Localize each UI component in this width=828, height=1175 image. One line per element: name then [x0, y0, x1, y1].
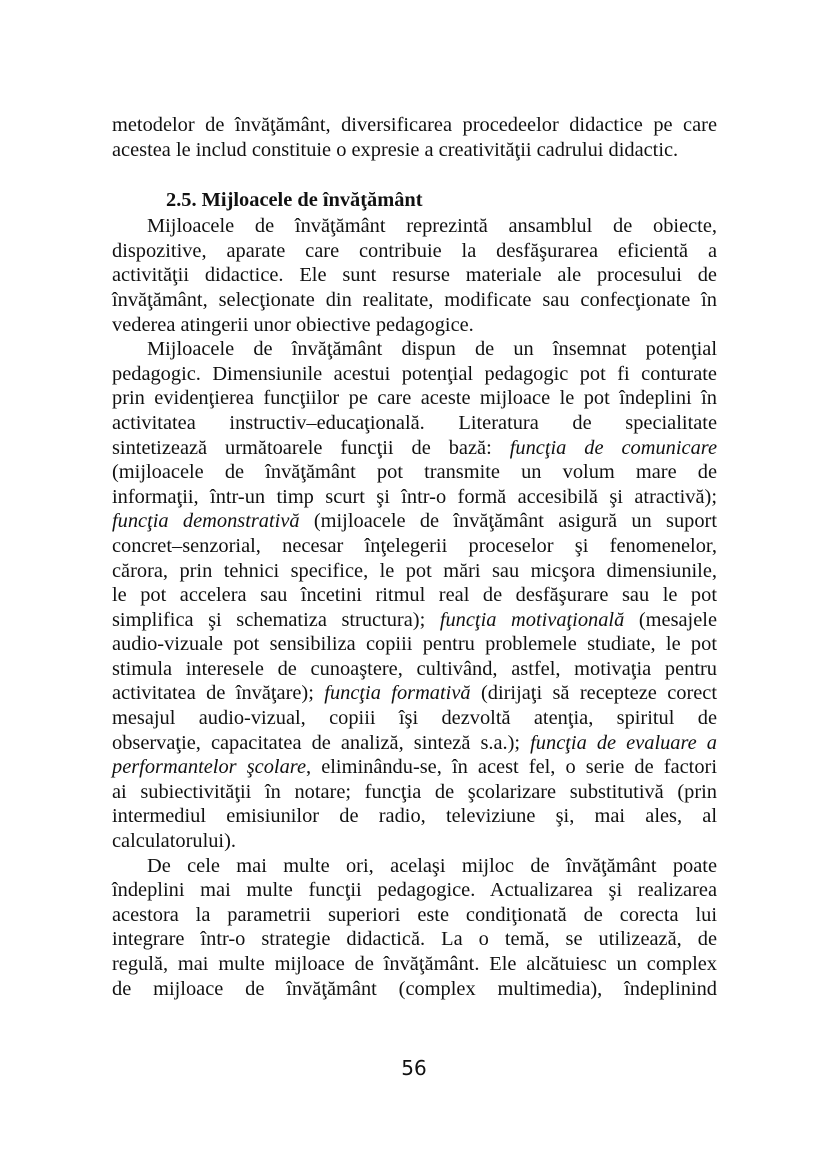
- paragraph-definition: [112, 214, 717, 337]
- text-run: sintetizează următoarele funcţii de bază:: [112, 436, 510, 459]
- text-line: De cele mai multe ori, acelaşi mijloc de învăţământ poate: [147, 854, 717, 877]
- text-line: activităţii didactice. Ele sunt resurse materiale ale procesului de: [112, 264, 717, 287]
- text-run: observaţie, capacitatea de analiză, sinteză s.a.);: [112, 731, 531, 754]
- text-line: acestea le includ constituie o expresie a creativităţii cadrului didactic.: [112, 138, 679, 161]
- text-line: acestora la parametrii superiori este condiţionată de corecta lui: [112, 903, 717, 926]
- italic-term: funcţia de comunicare: [509, 436, 718, 459]
- text-line: [112, 681, 717, 706]
- text-line: [112, 436, 717, 461]
- text-line: ai subiectivităţii în notare; funcţia de şcolarizare substitutivă (prin: [112, 780, 717, 803]
- text-line: Mijloacele de învăţământ dispun de un însemnat potenţial: [147, 338, 717, 361]
- text-run: simplifica şi schematiza structura);: [112, 608, 440, 631]
- text-line: mesajul audio-vizual, copiii îşi dezvoltă atenţia, spiritul de: [112, 707, 717, 730]
- text-line: învăţământ, selecţionate din realitate, modificate sau confecţionate în: [112, 288, 717, 311]
- text-line: audio-vizuale pot sensibiliza copiii pentru problemele studiate, le pot: [112, 633, 717, 656]
- intro-paragraph: [112, 113, 717, 162]
- text-line: regulă, mai multe mijloace de învăţământ. Ele alcătuiesc un complex: [112, 953, 717, 975]
- page-body: [112, 113, 717, 1001]
- text-run: activitatea de învăţare);: [112, 682, 325, 705]
- page-number: 56: [401, 1056, 427, 1080]
- text-line: [112, 755, 717, 780]
- italic-term: funcţia motivaţională: [439, 608, 625, 631]
- text-line: Mijloacele de învăţământ reprezintă ansamblul de obiecte,: [147, 215, 717, 238]
- text-line: (mijloacele de învăţământ pot transmite un volum mare de: [112, 461, 717, 484]
- text-line: le pot accelera sau încetini ritmul real de desfăşurare sau le pot: [112, 584, 717, 607]
- text-line: de mijloace de învăţământ (complex multimedia), îndeplinind: [112, 977, 717, 1000]
- text-line: dispozitive, aparate care contribuie la desfăşurarea eficientă a: [112, 239, 717, 262]
- text-line: vederea atingerii unor obiective pedagogice.: [112, 313, 474, 336]
- text-line: pedagogic. Dimensiunile acestui potenţial pedagogic pot fi conturate: [112, 362, 717, 385]
- italic-term: funcţia demonstrativă: [112, 510, 300, 533]
- text-line: metodelor de învăţământ, diversificarea procedeelor didactice pe care: [112, 114, 717, 136]
- italic-term: funcţia de evaluare a: [530, 731, 717, 754]
- text-line: intermediul emisiunilor de radio, televiziune şi, mai ales, al: [112, 805, 717, 828]
- paragraph-functions: [112, 337, 717, 853]
- text-line: activitatea instructiv–educaţională. Literatura de specialitate: [112, 411, 717, 434]
- text-line: stimula interesele de cunoaştere, cultivând, astfel, motivaţia pentru: [112, 657, 717, 680]
- text-line: [112, 608, 717, 633]
- paragraph-complex: [112, 854, 717, 1002]
- text-line: informaţii, într-un timp scurt şi într-o formă accesibilă şi atractivă);: [112, 485, 717, 508]
- text-line: îndeplini mai multe funcţii pedagogice. Actualizarea şi realizarea: [112, 879, 717, 902]
- section-heading: 2.5. Mijloacele de învăţământ: [166, 189, 423, 212]
- text-line: integrare într-o strategie didactică. La o temă, se utilizează, de: [112, 928, 717, 951]
- italic-term: performantelor şcolare: [112, 756, 306, 779]
- italic-term: funcţia formativă: [324, 682, 471, 705]
- text-run: , eliminându-se, în acest fel, o serie de factori: [306, 756, 717, 779]
- text-run: (mijloacele de învăţământ asigură un suport: [299, 510, 717, 533]
- text-line: cărora, prin tehnici specifice, le pot mări sau micşora dimensiunile,: [112, 559, 717, 582]
- text-run: (mesajele: [624, 608, 717, 631]
- text-line: [112, 731, 717, 756]
- text-line: calculatorului).: [112, 830, 236, 853]
- text-run: (dirijaţi să recepteze corect: [470, 682, 717, 705]
- text-line: prin evidenţierea funcţiilor pe care aceste mijloace le pot îndeplini în: [112, 387, 717, 410]
- text-line: concret–senzorial, necesar înţelegerii proceselor şi fenomenelor,: [112, 534, 717, 557]
- text-line: [112, 509, 717, 534]
